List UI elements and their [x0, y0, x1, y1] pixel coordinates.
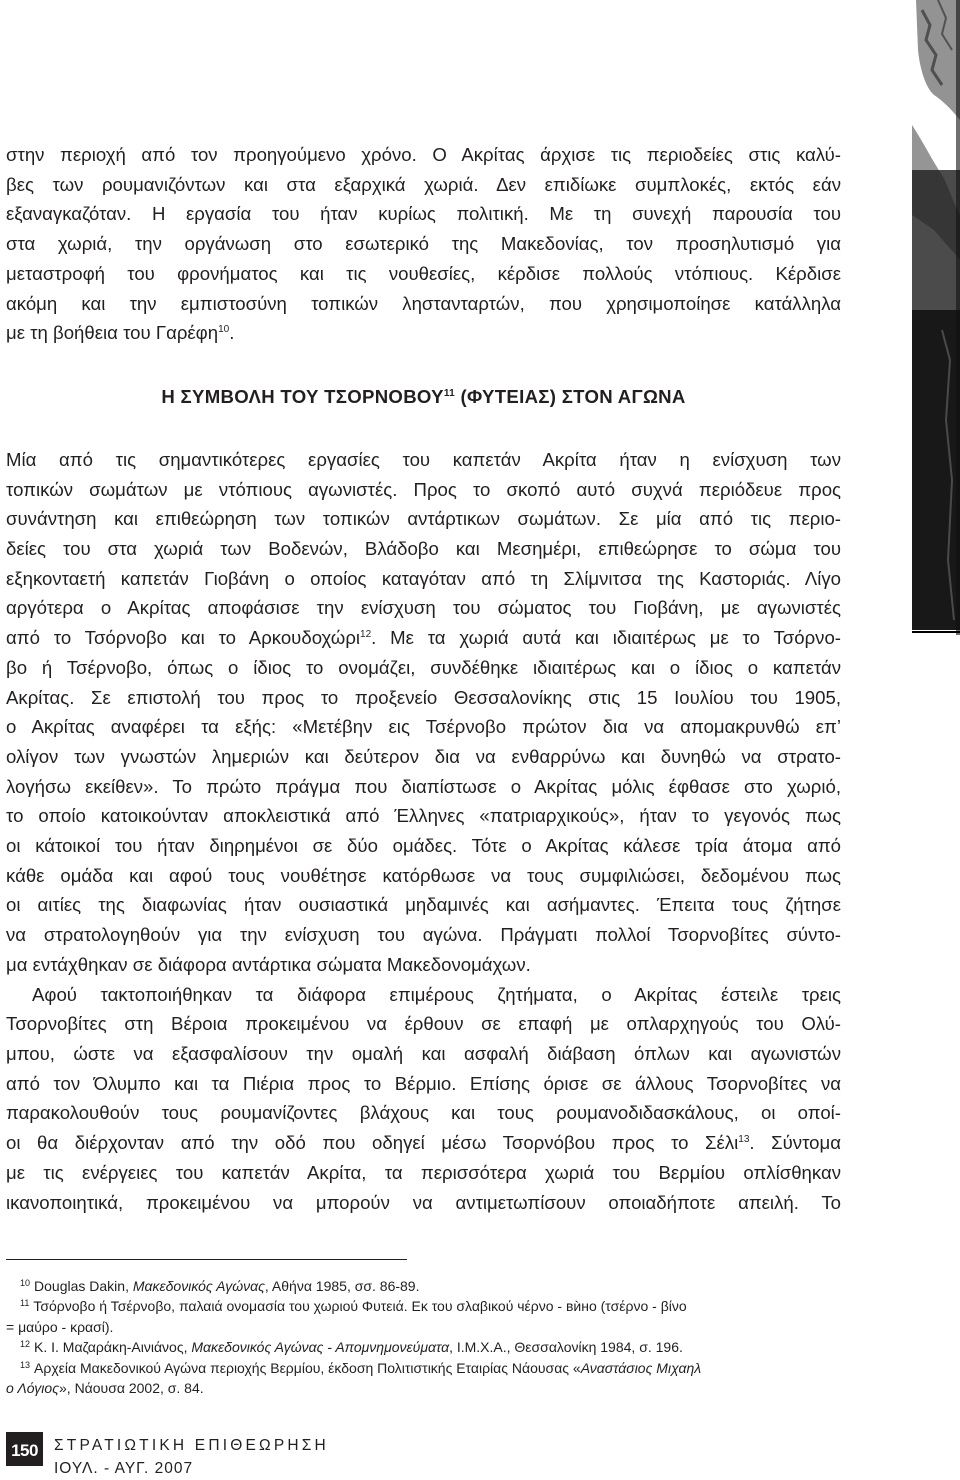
text-line: οι κάτοικοί του ήταν διηρημένοι σε δύο ομάδες. Τότε ο Ακρίτας κάλεσε τρία άτομα από [6, 835, 841, 857]
text-line: βες των ρουμανιζόντων και στα εξαρχικά χωριά. Δεν επιδίωκε συμπλοκές, εκτός εάν [6, 173, 841, 195]
heading-text: Η ΣΥΜΒΟΛΗ ΤΟΥ ΤΣΟΡΝΟΒΟΥ [161, 385, 444, 407]
text-line: ολίγον των γνωστών λημεριών και δεύτερον δια να ενθαρρύνω και δυνηθώ να στρατο- [6, 745, 841, 767]
text-fragment: . [229, 322, 235, 344]
footnote-text: , Αθήνα 1985, σσ. 86-89. [264, 1278, 420, 1294]
footnote-12 [6, 1337, 841, 1357]
text-line: κάθε ομάδα και αφού τους νουθέτησε κατόρθωσε να τους συμφιλιώσει, δεδομένου πως [6, 864, 841, 886]
text-line [6, 1128, 841, 1158]
text-line: συνάντηση και επιθεώρηση των τοπικών αντάρτικων σωμάτων. Σε μία από τις περιο- [6, 508, 841, 530]
footnote-ref: 13 [738, 1134, 750, 1146]
section-heading [6, 382, 841, 412]
footnote-number: 10 [20, 1278, 31, 1288]
footnote-ref: 10 [218, 324, 230, 336]
footnote-11 [6, 1296, 841, 1316]
text-line: από τον Όλυμπο και τα Πιέρια προς το Βέρμιο. Επίσης όρισε σε άλλους Τσορνοβίτες να [6, 1072, 841, 1094]
footnote-number: 11 [20, 1298, 30, 1309]
footnote-title: Μακεδονικός Αγώνας [132, 1278, 265, 1294]
footnote-divider [6, 1259, 407, 1260]
photo-fragment [912, 0, 960, 635]
footnote-ref: 11 [443, 387, 456, 399]
footnote-11-continued: = μαύρο - κρασί). [6, 1318, 114, 1335]
text-line [6, 318, 841, 348]
footnote-text: Douglas Dakin, [34, 1278, 133, 1294]
footnote-text: », Νάουσα 2002, σ. 84. [59, 1380, 204, 1397]
footnotes [6, 1276, 841, 1398]
footnote-number: 12 [20, 1339, 31, 1350]
text-line [6, 623, 841, 653]
text-fragment: από το Τσόρνοβο και το Αρκουδοχώρι [6, 627, 361, 649]
footnote-number: 13 [20, 1359, 31, 1370]
text-fragment: με τη βοήθεια του Γαρέφη [6, 322, 219, 344]
footnote-title: Αναστάσιος Μιχαηλ [580, 1359, 702, 1376]
text-line: μπου, ώστε να εξασφαλίσουν την ομαλή και ασφαλή διάβαση όπλων και αγωνιστών [6, 1042, 841, 1064]
page-footer [6, 1432, 606, 1480]
text-line: μεταστροφή του φρονήματος και τις νουθεσίες, κέρδισε πολλούς ντόπιους. Κέρδισε [6, 262, 841, 284]
text-line: με τις ενέργειες του καπετάν Ακρίτα, τα περισσότερα χωριά του Βερμίου οπλίσθηκαν [6, 1161, 841, 1183]
text-line: οι αιτίες της διαφωνίας ήταν ουσιαστικά μηδαμινές και ασήμαντες. Έπειτα τους ζήτησε [6, 894, 841, 916]
text-line: τοπικών σωμάτων με ντόπιους αγωνιστές. Προς το σκοπό αυτό συχνά περιόδευε προς [6, 478, 841, 500]
paragraph-2 [6, 980, 841, 1218]
text-line: Αφού τακτοποιήθηκαν τα διάφορα επιμέρους ζητήματα, ο Ακρίτας έστειλε τρεις [32, 983, 841, 1005]
footnote-10 [6, 1276, 841, 1296]
footnote-text: , Ι.Μ.Χ.Α., Θεσσαλονίκη 1984, σ. 196. [449, 1339, 683, 1356]
heading-text: (ΦΥΤΕΙΑΣ) ΣΤΟΝ ΑΓΩΝΑ [455, 385, 686, 407]
main-text [6, 140, 841, 1217]
journal-title: ΣΤΡΑΤΙΩΤΙΚΗ ΕΠΙΘΕΩΡΗΣΗ [54, 1437, 329, 1454]
text-line: Μία από τις σημαντικότερες εργασίες του καπετάν Ακρίτα ήταν η ενίσχυση των [6, 448, 841, 470]
intro-paragraph [6, 140, 841, 348]
text-line: να στρατολογηθούν για την ενίσχυση του αγώνα. Πράγματι πολλοί Τσορνοβίτες σύντο- [6, 924, 841, 946]
text-line: μα εντάχθηκαν σε διάφορα αντάρτικα σώματα Μακεδονομάχων. [6, 953, 531, 975]
text-line: ο Ακρίτας αναφέρει τα εξής: «Μετέβην εις Τσέρνοβο πρώτον δια να απομακρυνθώ επ’ [6, 716, 841, 738]
page-number: 150 [6, 1432, 43, 1466]
footnote-ref: 12 [360, 629, 372, 641]
text-line: λογήσω εκείθεν». Το πρώτο πράγμα που διαπίστωσε ο Ακρίτας μόλις έφθασε στο χωριό, [6, 775, 841, 797]
text-line: στην περιοχή από τον προηγούμενο χρόνο. Ο Ακρίτας άρχισε τις περιοδείες στις καλύ- [6, 144, 841, 165]
text-line: ικανοποιητικά, προκειμένου να μπορούν να αντιμετωπίσουν οποιαδήποτε απειλή. Το [6, 1191, 841, 1213]
footnote-text: Τσόρνοβο ή Τσέρνοβο, παλαιά ονομασία του χωριού Φυτειά. Εκ του σλαβικού чέρνο - вѝно (τσέρνο - βίνο [33, 1298, 687, 1315]
text-line: στα χωριά, την οργάνωση στο εσωτερικό της Μακεδονίας, τον προσηλυτισμό για [6, 233, 841, 255]
text-line: αργότερα ο Ακρίτας αποφάσισε την ενίσχυση του σώματος του Γιοβάνη, με αγωνιστές [6, 597, 841, 619]
text-line: εξαναγκαζόταν. Η εργασία του ήταν κυρίως πολιτική. Με τη συνεχή παρουσία του [6, 203, 841, 225]
text-line: δείες του στα χωριά των Βοδενών, Βλάδοβο και Μεσημέρι, επιθεώρησε το σώμα του [6, 538, 841, 560]
footnote-title: Μακεδονικός Αγώνας - Απομνημονεύματα [191, 1339, 450, 1356]
text-fragment: . Με τα χωριά αυτά και ιδιαιτέρως με το Τσόρνο- [371, 627, 841, 649]
footnote-text: Κ. Ι. Μαζαράκη-Αινιάνος, [34, 1339, 192, 1356]
footnote-text: Αρχεία Μακεδονικού Αγώνα περιοχής Βερμίου, έκδοση Πολιτιστικής Εταιρίας Νάουσας « [34, 1359, 581, 1376]
text-line: βο ή Τσέρνοβο, όπως ο ίδιος το ονομάζει, συνδέθηκε ιδιαιτέρως και ο ίδιος ο καπετάν [6, 656, 841, 678]
text-line: εξηκονταετή καπετάν Γιοβάνη ο οποίος καταγόταν από τη Σλίμνιτσα της Καστοριάς. Λίγο [6, 567, 841, 589]
issue-date: ΙΟΥΛ. - ΑΥΓ. 2007 [54, 1460, 194, 1477]
text-line: ακόμη και την εμπιστοσύνη τοπικών ληστανταρτών, που χρησιμοποίησε κατάλληλα [6, 292, 841, 314]
text-line: Τσορνοβίτες στη Βέροια προκειμένου να έρθουν σε επαφή με οπλαρχηγούς του Ολύ- [6, 1013, 841, 1035]
paragraph-1 [6, 445, 841, 980]
text-fragment: . Σύντομα [749, 1132, 841, 1154]
footnote-13 [6, 1358, 841, 1378]
footnote-title: ο Λόγιος [6, 1380, 59, 1397]
text-fragment: οι θα διέρχονταν από την οδό που οδηγεί μέσω Τσορνόβου προς το Σέλι [6, 1132, 739, 1154]
text-line: το οποίο κατοικούνταν αποκλειστικά από Έλληνες «πατριαρχικούς», ήταν το γεγονός πως [6, 805, 841, 827]
footnote-13-continued [6, 1378, 841, 1398]
text-line: Ακρίτας. Σε επιστολή του προς το προξενείο Θεσσαλονίκης στις 15 Ιουλίου του 1905, [6, 686, 841, 708]
text-line: παρακολουθούν τους ρουμανίζοντες βλάχους και τους ρουμανοδιδασκάλους, οι οποί- [6, 1102, 841, 1124]
